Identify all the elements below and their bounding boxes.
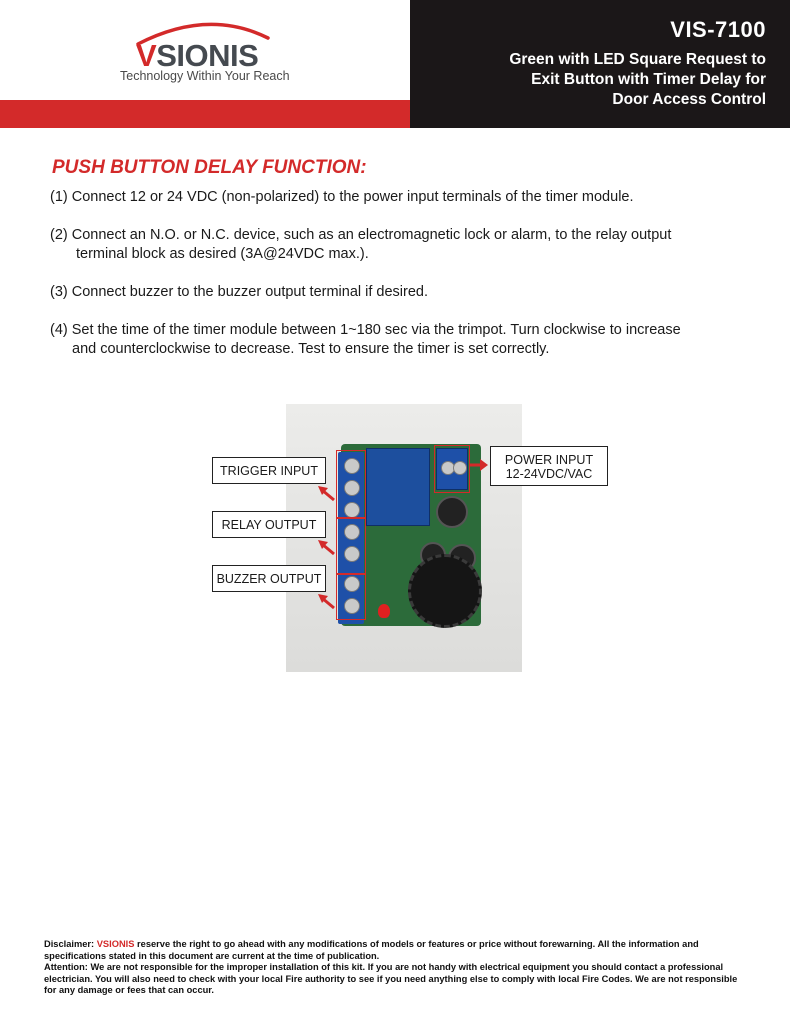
step-1: (1) Connect 12 or 24 VDC (non-polarized) to the power input terminals of the timer module. <box>50 189 634 205</box>
step-2: (2) Connect an N.O. or N.C. device, such as an electromagnetic lock or alarm, to the relay output terminal block as desired (3A@24VDC max.). <box>50 227 672 262</box>
callout-buzzer-output: BUZZER OUTPUT <box>212 565 326 592</box>
red-led <box>378 604 390 618</box>
relay-terminal-highlight <box>336 518 366 574</box>
model-number: VIS-7100 <box>670 17 766 42</box>
arrow-power-icon <box>468 457 490 473</box>
product-subtitle: Green with LED Square Request to Exit Button with Timer Delay for Door Access Control <box>509 51 766 108</box>
arrow-relay-icon <box>314 538 338 558</box>
disclaimer-paragraph: Disclaimer: VSIONIS reserve the right to go ahead with any modifications of models or features or price without forewarning. All the information and specifications stated in this document are current at the time of publication. <box>44 939 699 961</box>
header-title-panel <box>410 0 790 128</box>
power-terminal-highlight <box>434 445 470 493</box>
callout-power-input: POWER INPUT 12-24VDC/VAC <box>490 446 608 486</box>
attention-paragraph: Attention: We are not responsible for the improper installation of this kit. If you are not handy with electrical equipment you should contact a professional electrician. You will also need to check with your local Fire authority to see if you need anything else to comply with local Fire Codes. We are not responsible for any damage or fees that can occur. <box>44 962 738 995</box>
disclaimer-footer <box>44 939 749 997</box>
vsionis-logo <box>118 14 308 92</box>
capacitor <box>436 496 468 528</box>
trigger-terminal-highlight <box>336 450 366 518</box>
step-3: (3) Connect buzzer to the buzzer output terminal if desired. <box>50 284 428 300</box>
trimpot-dial <box>408 554 482 628</box>
section-title: PUSH BUTTON DELAY FUNCTION: <box>52 157 367 178</box>
header-red-band <box>0 100 410 128</box>
logo-tagline: Technology Within Your Reach <box>120 69 290 83</box>
instruction-steps <box>50 188 750 378</box>
arrow-trigger-icon <box>314 484 338 504</box>
logo-wordmark: VSIONIS <box>136 38 259 73</box>
callout-relay-output: RELAY OUTPUT <box>212 511 326 538</box>
arrow-buzzer-icon <box>314 592 338 612</box>
relay-component <box>366 448 430 526</box>
buzzer-terminal-highlight <box>336 574 366 620</box>
callout-trigger-input: TRIGGER INPUT <box>212 457 326 484</box>
step-4: (4) Set the time of the timer module between 1~180 sec via the trimpot. Turn clockwise to increase and counterclockwise to decrease. Test to ensure the timer is set correctly. <box>50 322 681 357</box>
